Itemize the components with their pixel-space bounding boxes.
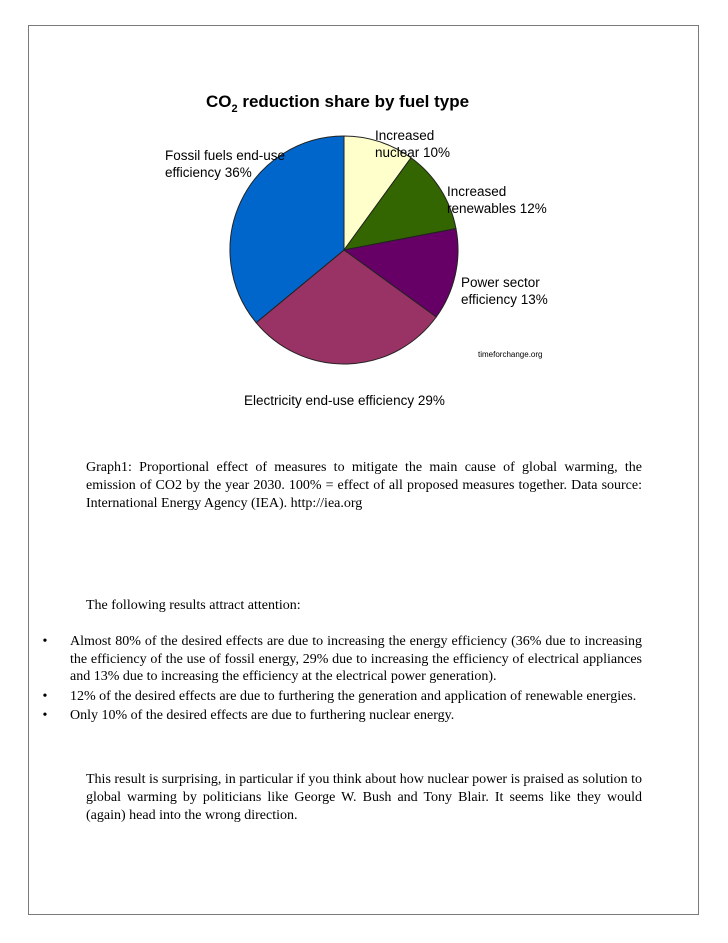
pie-slice-label: Fossil fuels end-use efficiency 36% xyxy=(165,148,286,180)
results-list xyxy=(40,633,642,727)
pie-slice-label: Electricity end-use efficiency 29% xyxy=(244,393,445,408)
pie-slice-label: Increased nuclear 10% xyxy=(375,128,451,160)
intro-text: The following results attract attention: xyxy=(86,598,301,613)
list-item-text: Only 10% of the desired effects are due to furthering nuclear energy. xyxy=(70,708,455,723)
list-item xyxy=(40,688,642,706)
bullet-icon: • xyxy=(42,634,48,649)
pie-slice-label: Increased renewables 12% xyxy=(447,184,547,216)
list-item-text: 12% of the desired effects are due to furthering the generation and application of renewable energies. xyxy=(70,688,637,704)
list-item xyxy=(40,633,642,686)
list-item xyxy=(40,707,642,725)
pie-slice-label: Power sector efficiency 13% xyxy=(461,275,548,307)
pie-chart-svg xyxy=(160,85,580,415)
chart-title-rest: reduction share by fuel type xyxy=(237,92,470,111)
list-item-text: Almost 80% of the desired effects are due to increasing the energy efficiency (36% due to increasing the efficiency of the use of fossil energy, 29% due to increasing the efficiency of electrical appliances and 13% due to increasing the efficiency at the electrical power generation). xyxy=(70,634,642,684)
watermark: timeforchange.org xyxy=(478,350,543,359)
bullet-icon: • xyxy=(42,708,48,723)
bullet-icon: • xyxy=(42,688,48,704)
conclusion-text: This result is surprising, in particular if you think about how nuclear power is praised as solution to global warming by politicians like George W. Bush and Tony Blair. It seems like they would (again) head into the wrong direction. xyxy=(86,772,643,823)
pie-chart xyxy=(160,85,580,415)
chart-title-subscript: 2 xyxy=(231,103,238,115)
pie-slices xyxy=(230,136,458,364)
chart-title-main: CO xyxy=(206,92,232,111)
chart-title xyxy=(206,92,469,115)
graph-caption: Graph1: Proportional effect of measures to mitigate the main cause of global warming, the emission of CO2 by the year 2030. 100% = effect of all proposed measures together. Data source: International Energy Agency (IEA). http://iea.org xyxy=(86,460,642,511)
